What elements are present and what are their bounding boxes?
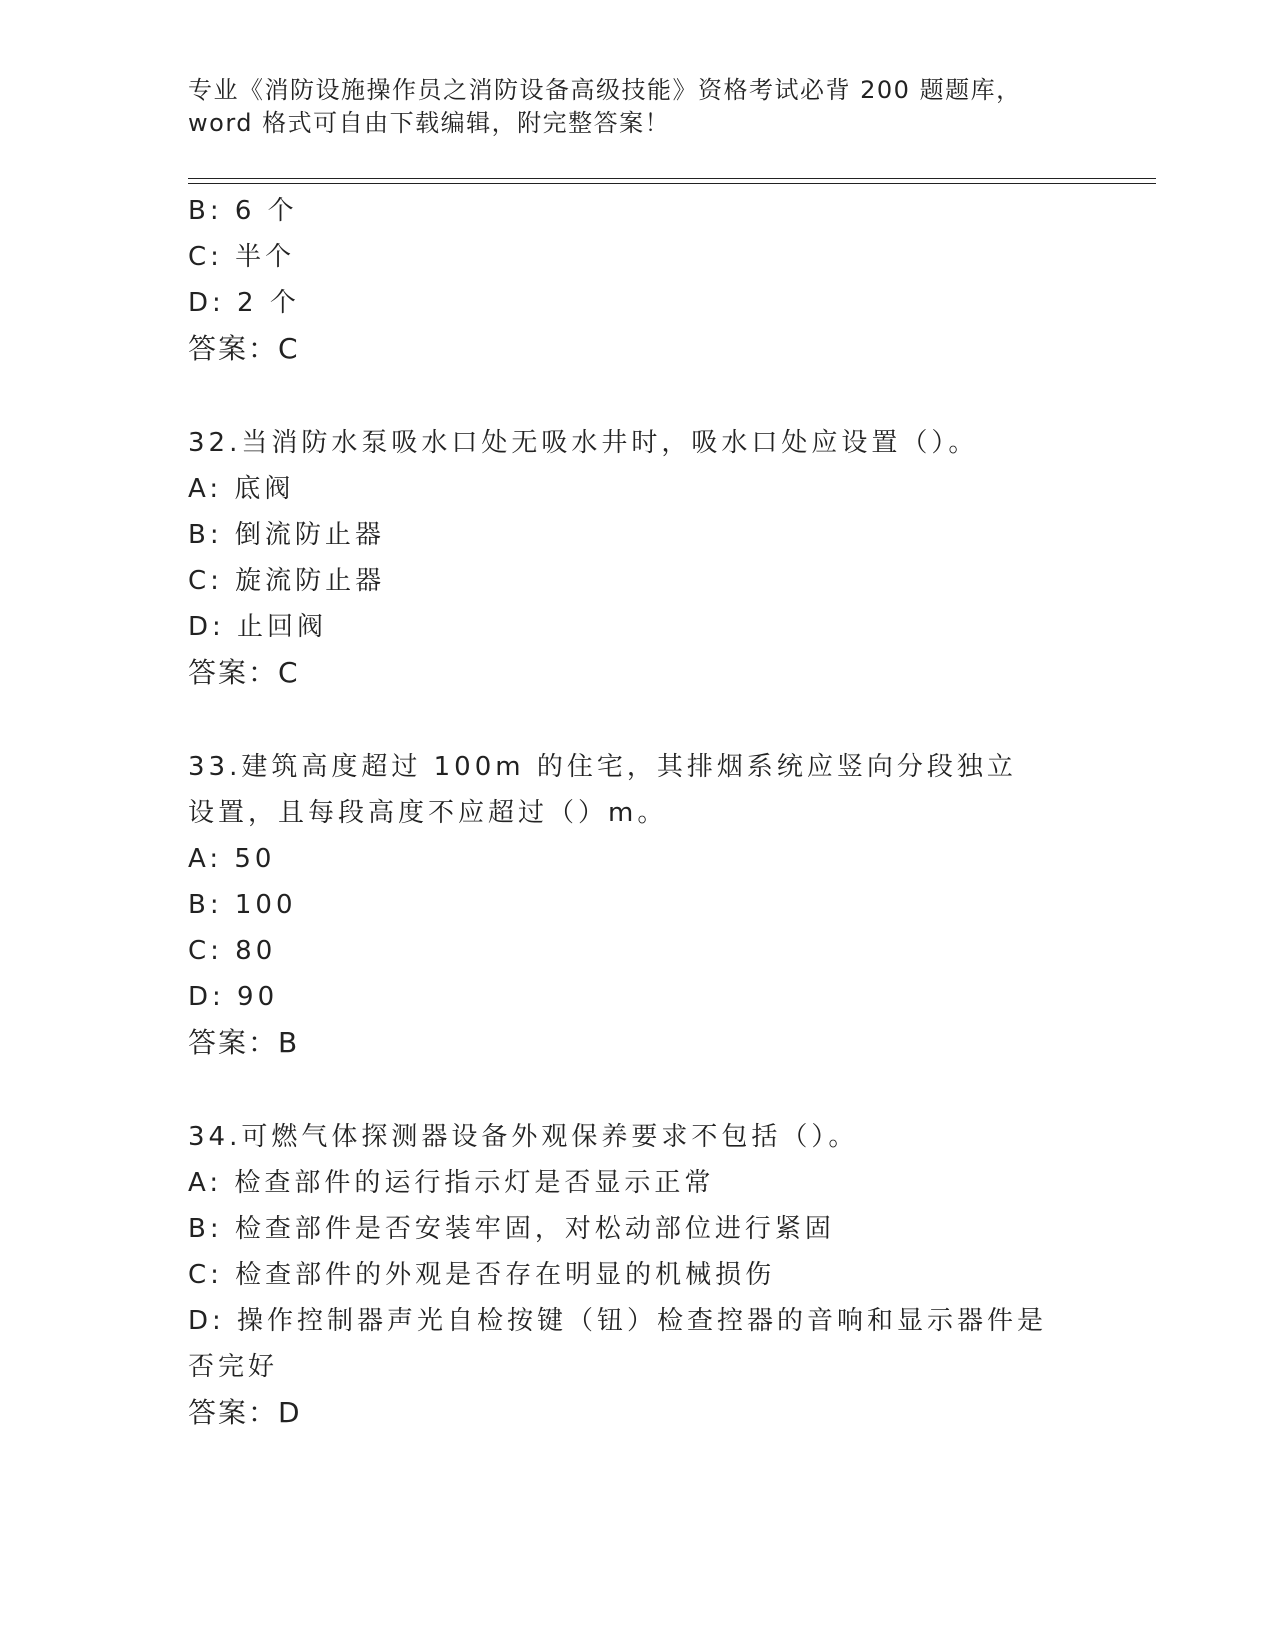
header-divider xyxy=(188,178,1156,179)
header-divider-second xyxy=(188,183,1156,184)
option-c: C: 旋流防止器 xyxy=(188,566,386,596)
question-34 xyxy=(188,1114,1088,1436)
question-text: 33.建筑高度超过 100m 的住宅，其排烟系统应竖向分段独立设置，且每段高度不应超过（）m。 xyxy=(188,752,1017,828)
option-d: D: 止回阀 xyxy=(188,612,328,642)
question-text: 34.可燃气体探测器设备外观保养要求不包括（）。 xyxy=(188,1122,859,1152)
option-a: A: 50 xyxy=(188,844,276,874)
question-text: 32.当消防水泵吸水口处无吸水井时，吸水口处应设置（）。 xyxy=(188,428,979,458)
option-c: C: 80 xyxy=(188,936,277,966)
option-d: D: 操作控制器声光自检按键（钮）检查控器的音响和显示器件是否完好 xyxy=(188,1306,1048,1382)
option-b: B: 倒流防止器 xyxy=(188,520,385,550)
option-c: C: 半个 xyxy=(188,242,296,272)
option-d: D: 90 xyxy=(188,982,279,1012)
option-b: B: 100 xyxy=(188,890,297,920)
question-spacer xyxy=(188,696,1088,744)
answer: 答案：C xyxy=(188,332,300,365)
option-b: B: 检查部件是否安装牢固，对松动部位进行紧固 xyxy=(188,1214,835,1244)
option-c: C: 检查部件的外观是否存在明显的机械损伤 xyxy=(188,1260,776,1290)
question-31-tail xyxy=(188,188,1088,372)
option-b: B: 6 个 xyxy=(188,196,298,226)
document-header: 专业《消防设施操作员之消防设备高级技能》资格考试必背 200 题题库，word 格式可自由下载编辑，附完整答案！ xyxy=(188,76,1022,137)
question-list xyxy=(188,188,1088,1436)
answer: 答案：B xyxy=(188,1026,300,1059)
option-d: D: 2 个 xyxy=(188,288,300,318)
option-a: A: 检查部件的运行指示灯是否显示正常 xyxy=(188,1168,715,1198)
question-spacer xyxy=(188,372,1088,420)
answer: 答案：C xyxy=(188,656,300,689)
option-a: A: 底阀 xyxy=(188,474,295,504)
question-spacer xyxy=(188,1066,1088,1114)
answer: 答案：D xyxy=(188,1396,302,1429)
question-33 xyxy=(188,744,1088,1066)
question-32 xyxy=(188,420,1088,696)
